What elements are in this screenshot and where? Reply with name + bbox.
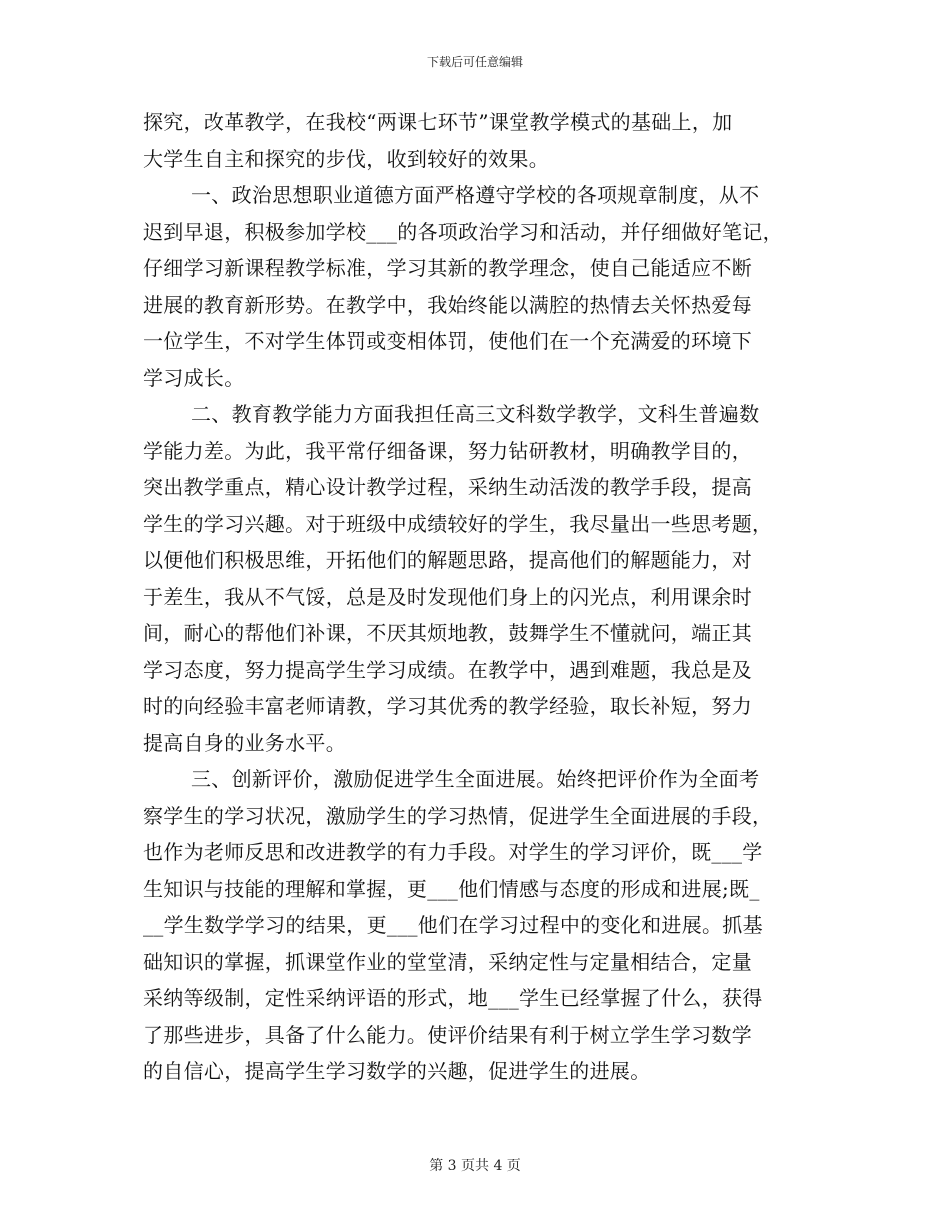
text-line: 二、教育教学能力方面我担任高三文科数学教学，文科生普遍数 (191, 402, 760, 426)
text-line: 的自信心，提高学生学习数学的兴趣，促进学生的进展。 (143, 1059, 651, 1083)
text-line: 学习成长。 (143, 365, 245, 390)
text-line: 以便他们积极思维，开拓他们的解题思路，提高他们的解题能力，对 (143, 548, 752, 572)
text-line: 一位学生，不对学生体罚或变相体罚，使他们在一个充满爱的环境下 (143, 329, 752, 353)
text-line: __学生数学学习的结果，更___他们在学习过程中的变化和进展。抓基 (143, 913, 763, 937)
text-line: 于差生，我从不气馁，总是及时发现他们身上的闪光点，利用课余时 (143, 584, 752, 609)
text-line: 提高自身的业务水平。 (143, 730, 346, 755)
text-line: 突出教学重点，精心设计教学过程，采纳生动活泼的教学手段，提高 (143, 475, 752, 499)
document-body (143, 104, 813, 1090)
text-line: 一、政治思想职业道德方面严格遵守学校的各项规章制度，从不 (191, 183, 760, 207)
page-footer: 第 3 页共 4 页 (429, 1158, 521, 1174)
text-line: 学习态度，努力提高学生学习成绩。在教学中，遇到难题，我总是及 (143, 657, 752, 682)
text-line: 间，耐心的帮他们补课，不厌其烦地教，鼓舞学生不懂就问，端正其 (143, 621, 752, 645)
text-line: 采纳等级制，定性采纳评语的形式，地___学生已经掌握了什么，获得 (143, 986, 763, 1010)
text-line: 大学生自主和探究的步伐，收到较好的效果。 (143, 146, 549, 171)
text-line: 生知识与技能的理解和掌握，更___他们情感与态度的形成和进展;既_ (143, 876, 760, 901)
text-line: 察学生的学习状况，激励学生的学习热情，促进学生全面进展的手段， (143, 803, 773, 828)
text-line: 学生的学习兴趣。对于班级中成绩较好的学生，我尽量出一些思考题， (143, 511, 773, 536)
text-line: 也作为老师反思和改进教学的有力手段。对学生的学习评价，既___学 (143, 840, 763, 864)
text-line: 探究，改革教学，在我校“两课七环节”课堂教学模式的基础上，加 (143, 110, 733, 134)
text-line: 仔细学习新课程教学标准，学习其新的教学理念，使自己能适应不断 (143, 256, 752, 280)
text-line: 迟到早退，积极参加学校___的各项政治学习和活动，并仔细做好笔记， (143, 219, 783, 244)
text-line: 三、创新评价，激励促进学生全面进展。始终把评价作为全面考 (191, 767, 760, 791)
text-line: 进展的教育新形势。在教学中，我始终能以满腔的热情去关怀热爱每 (143, 292, 752, 317)
page-header: 下载后可任意编辑 (426, 55, 523, 69)
text-line: 学能力差。为此，我平常仔细备课，努力钻研教材，明确教学目的， (143, 438, 752, 463)
text-line: 时的向经验丰富老师请教，学习其优秀的教学经验，取长补短，努力 (143, 694, 752, 718)
text-line: 础知识的掌握，抓课堂作业的堂堂清，采纳定性与定量相结合，定量 (143, 949, 752, 974)
text-line: 了那些进步，具备了什么能力。使评价结果有利于树立学生学习数学 (143, 1022, 752, 1047)
